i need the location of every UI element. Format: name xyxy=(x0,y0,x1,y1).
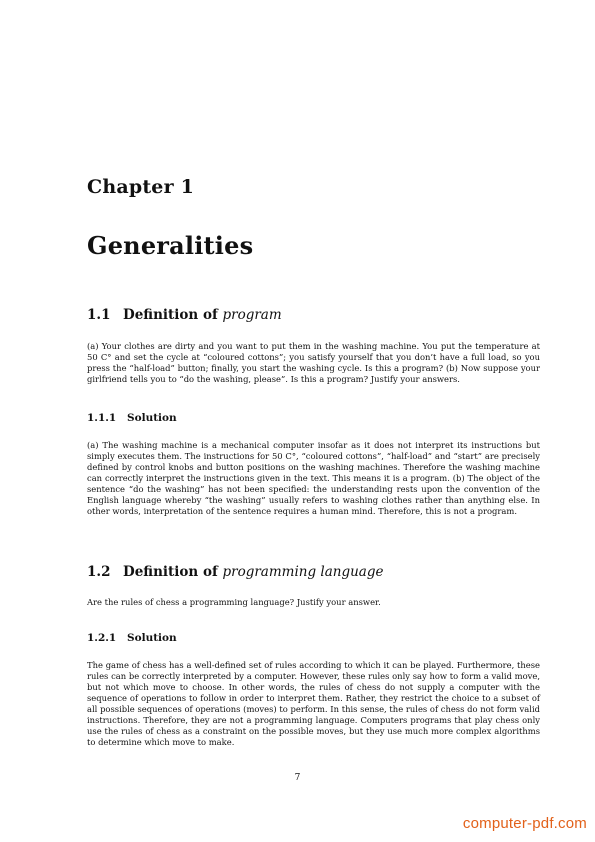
section-title-emph: program xyxy=(222,307,282,323)
subsection-heading-1-2-1 xyxy=(87,632,177,644)
chapter-label: Chapter 1 xyxy=(87,176,195,198)
section-heading-1-1 xyxy=(87,307,282,323)
subsection-heading-1-1-1 xyxy=(87,412,177,424)
subsection-1-2-1-text: The game of chess has a well-defined set of rules according to which it can be played. Furthermore, these rules can be correctly interpreted by a computer. However, these rules only say how to form a valid move, but not which move to choose. In other words, the rules of chess do not supply a computer with the sequence of operations to follow in order to interpret them. Rather, they restrict the choice to a subset of all possible sequences of operations (moves) to perform. In this sense, the rules of chess do not form valid instructions. Therefore, they are not a programming language. Computers programs that play chess only use the rules of chess as a constraint on the possible moves, but they use much more complex algorithms to determine which move to make. xyxy=(87,660,540,747)
subsection-number: 1.2.1 xyxy=(87,632,117,644)
section-title-emph: programming language xyxy=(222,564,384,580)
section-1-1-question: (a) Your clothes are dirty and you want to put them in the washing machine. You put the temperature at 50 C° and set the cycle at “coloured cottons”; you satisfy yourself that you don’t have a full load, so you press the “half-load” button; finally, you start the washing cycle. Is this a program? (b) Now suppose your girlfriend tells you to “do the washing, please”. Is this a program? Justify your answers. xyxy=(87,341,540,384)
section-number: 1.1 xyxy=(87,307,111,323)
section-1-2-question: Are the rules of chess a programming language? Justify your answer. xyxy=(87,597,381,607)
page-number: 7 xyxy=(294,773,301,783)
subsection-1-1-1-text: (a) The washing machine is a mechanical computer insofar as it does not interpret its instructions but simply executes them. The instructions for 50 C°, “coloured cottons”, “half-load” and “start” are precisely defined by control knobs and button positions on the washing machines. Therefore the washing machine can correctly interpret the instructions given in the text. This means it is a program. (b) The object of the sentence “do the washing” has not been specified: the understanding rests upon the convention of the English language whereby “the washing” usually refers to washing clothes rather than anything else. In other words, interpretation of the sentence requires a human mind. Therefore, this is not a program. xyxy=(87,440,540,516)
section-title-prefix: Definition of xyxy=(123,307,218,323)
section-title-prefix: Definition of xyxy=(123,564,218,580)
subsection-title: Solution xyxy=(127,632,177,644)
subsection-number: 1.1.1 xyxy=(87,412,117,424)
watermark-link[interactable]: computer-pdf.com xyxy=(462,815,587,832)
section-number: 1.2 xyxy=(87,564,111,580)
chapter-title: Generalities xyxy=(87,231,254,260)
subsection-title: Solution xyxy=(127,412,177,424)
section-heading-1-2 xyxy=(87,564,383,580)
